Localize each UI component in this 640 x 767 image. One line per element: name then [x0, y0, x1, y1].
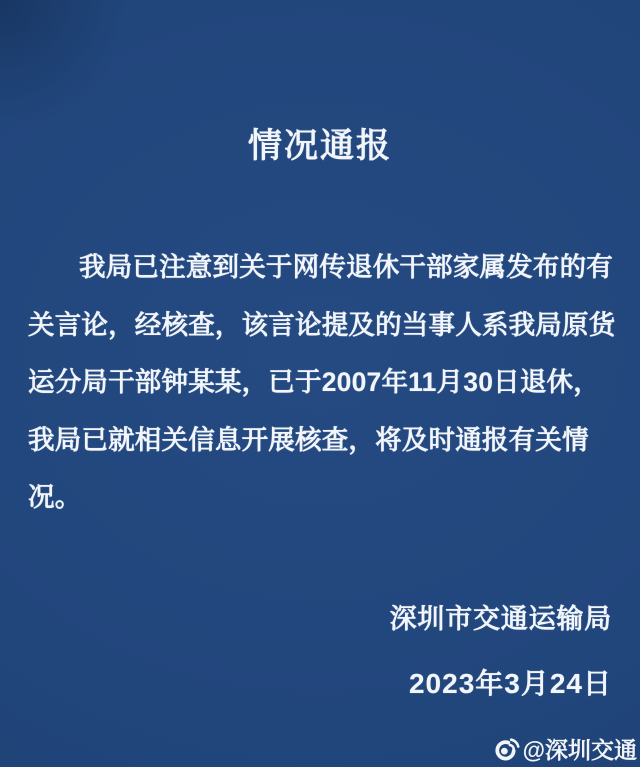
notice-body-line: 运分局干部钟某某，已于2007年11月30日退休，: [28, 367, 600, 397]
issuing-authority: 深圳市交通运输局: [389, 604, 612, 634]
notice-body-line: 关言论，经核查，该言论提及的当事人系我局原货: [28, 309, 616, 340]
weibo-icon: [491, 735, 520, 764]
notice-title: 情况通报: [248, 127, 392, 165]
notice-body: [28, 239, 614, 527]
notice-body-line: 况。: [28, 482, 82, 512]
notice-date: 2023年3月24日: [408, 668, 612, 699]
weibo-handle: @深圳交通: [522, 736, 637, 763]
notice-body-line: 我局已注意到关于网传退休干部家属发布的有: [79, 252, 613, 282]
notice-body-line: 我局已就相关信息开展核查，将及时通报有关情: [28, 424, 589, 455]
weibo-watermark: [491, 735, 637, 764]
signature-block: [390, 599, 612, 704]
